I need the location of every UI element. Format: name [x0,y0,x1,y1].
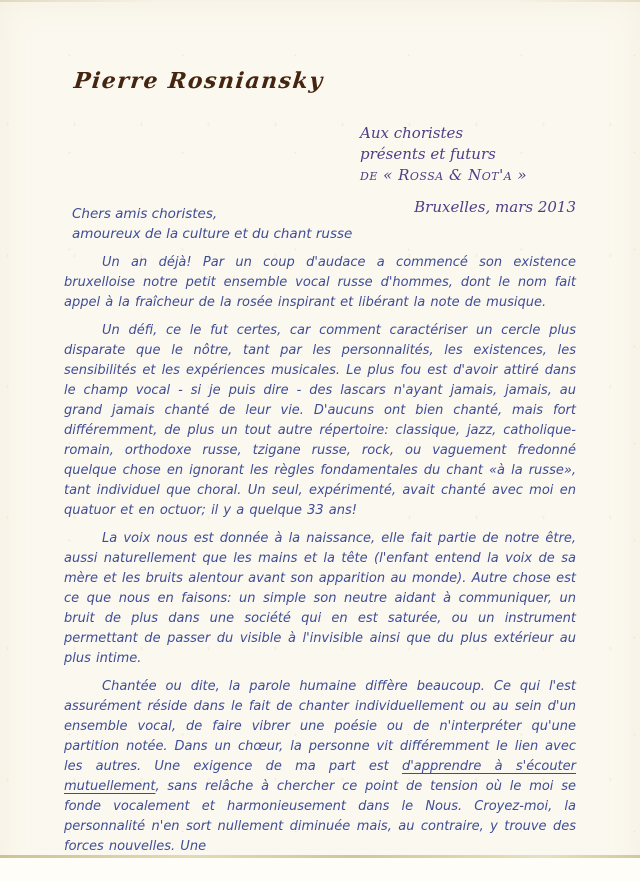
underlined-phrase: d'apprendre à s'écouter mutuellement [64,759,576,794]
paragraph-1: Un an déjà! Par un coup d'audace a commencé son existence bruxelloise notre petit ensemble vocal russe d'hommes, dont le nom fait appel à la fraîcheur de la rosée inspirant et libérant la note de musique. [64,255,576,310]
paper-below-edge [0,858,640,881]
salutation-line: amoureux de la culture et du chant russe [72,226,353,242]
paragraph-4-after: , sans relâche à chercher ce point de tension où le moi se fonde vocalement et harmonieusement dans le Nous. Croyez-moi, la personnalité n'en sort nullement diminuée mais, au contraire, y trouve des forces nouvelles. Une [64,779,576,854]
paper-top-edge [0,0,640,2]
letter-body [64,253,576,857]
salutation [72,204,352,244]
salutation-line: Chers amis choristes, [72,206,218,222]
recipient-line: présents et futurs [360,145,496,163]
recipient-block [360,123,527,186]
paragraph-2: Un défi, ce le fut certes, car comment caractériser un cercle plus disparate que le nôtre, tant par les personnalités, les existences, les sensibilités et les expériences musicales. Le plus fou est d'avoir attiré dans le champ vocal - si je puis dire - des lascars n'ayant jamais, jamais, au grand jamais chanté de leur vie. D'aucuns ont bien chanté, mais fort différemment, de plus un tout autre répertoire: classique, jazz, catholique-romain, orthodoxe russe, tzigane russe, rock, ou vaguement fredonné quelque chose en ignorant les règles fondamentales du chant «à la russe», tant individuel que choral. Un seul, expérimenté, avait chanté avec moi en quatuor et en octuor; il y a quelque 33 ans! [64,323,576,518]
paragraph-4 [64,677,576,857]
paragraph-3: La voix nous est donnée à la naissance, elle fait partie de notre être, aussi naturellement que les mains et la tête (l'enfant entend la voix de sa mère et les bruits alentour avant son apparition au monde). Autre chose est ce que nous en faisons: un simple son neutre aidant à communiquer, un bruit de plus dans une société qui en est saturée, ou un instrument permettant de passer du visible à l'invisible ainsi que du plus extérieur au plus intime. [64,531,576,666]
dateline: Bruxelles, mars 2013 [414,198,576,216]
letterhead-name: Pierre Rosniansky [72,68,325,94]
recipient-line-ensemble-name: de « Rossa & Not'a » [360,166,528,184]
recipient-line: Aux choristes [360,124,464,142]
paragraph-4-before: Chantée ou dite, la parole humaine diffère beaucoup. Ce qui l'est assurément réside dans le fait de chanter individuellement ou au sein d'un ensemble vocal, de faire vibrer une poésie ou de n'interpréter qu'une partition notée. Dans un chœur, la personne vit différemment le lien avec les autres. Une exigence de ma part est [64,679,576,774]
